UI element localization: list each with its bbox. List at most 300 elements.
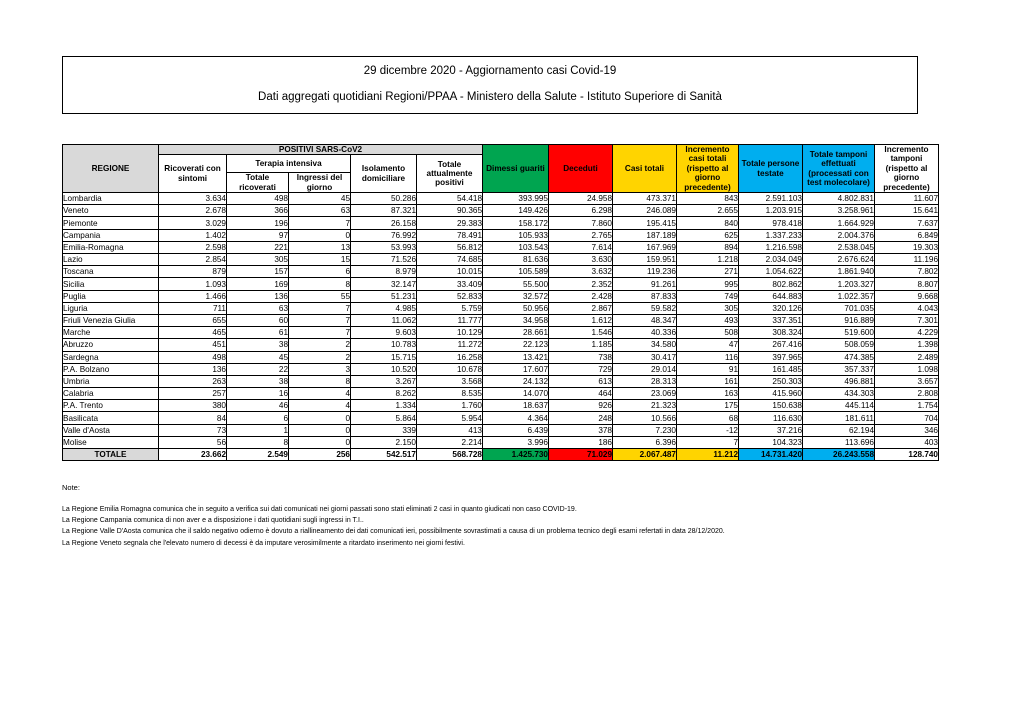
cell-isolamento: 2.150 — [351, 436, 417, 448]
cell-incremento-tamponi: 1.398 — [875, 339, 939, 351]
cell-incremento-casi: 271 — [677, 266, 739, 278]
report-subtitle: Dati aggregati quotidiani Regioni/PPAA - Ministero della Salute - Istituto Superiore di Sanità — [258, 91, 722, 103]
cell-persone-testate: 978.418 — [739, 217, 803, 229]
cell-totale-ricoverati: 97 — [227, 229, 289, 241]
cell-casi-totali: 187.189 — [613, 229, 677, 241]
table-row — [63, 351, 939, 363]
region-name: Emilia-Romagna — [63, 241, 159, 253]
cell-tamponi: 496.881 — [803, 375, 875, 387]
cell-dimessi: 81.636 — [483, 254, 549, 266]
total-label: TOTALE — [63, 449, 159, 461]
cell-casi-totali: 40.336 — [613, 327, 677, 339]
cell-casi-totali: 6.396 — [613, 436, 677, 448]
region-name: P.A. Trento — [63, 400, 159, 412]
cell-dimessi: 24.132 — [483, 375, 549, 387]
cell-deceduti: 2.867 — [549, 302, 613, 314]
cell-ingressi-giorno: 7 — [289, 327, 351, 339]
report-title: 29 dicembre 2020 - Aggiornamento casi Covid-19 — [363, 65, 617, 77]
cell-isolamento: 8.979 — [351, 266, 417, 278]
cell-dimessi: 6.439 — [483, 424, 549, 436]
cell-tamponi: 2.004.376 — [803, 229, 875, 241]
cell-dimessi: 103.543 — [483, 241, 549, 253]
table-row — [63, 339, 939, 351]
note-line: La Regione Emilia Romagna comunica che in seguito a verifica sui dati comunicati nei giorni passati sono stati eliminati 2 casi in quanto giudicati non caso COVID-19. — [62, 506, 577, 513]
cell-incremento-casi: 625 — [677, 229, 739, 241]
cell-isolamento: 26.158 — [351, 217, 417, 229]
cell-ricoverati-sintomi: 3.029 — [159, 217, 227, 229]
cell-deceduti: 926 — [549, 400, 613, 412]
cell-deceduti: 378 — [549, 424, 613, 436]
region-name: Friuli Venezia Giulia — [63, 314, 159, 326]
header-terapia-intensiva: Terapia intensiva — [227, 155, 351, 173]
cell-totale-positivi: 52.833 — [417, 290, 483, 302]
cell-deceduti: 464 — [549, 388, 613, 400]
cell-ricoverati-sintomi: 263 — [159, 375, 227, 387]
cell-incremento-casi: 508 — [677, 327, 739, 339]
cell-ricoverati-sintomi: 498 — [159, 351, 227, 363]
cell-isolamento: 87.321 — [351, 205, 417, 217]
note-line: La Regione Valle D'Aosta comunica che il saldo negativo odierno è dovuto a riallineamento dei dati comunicati ieri, possibilmente sovrastimati a causa di un problema tecnico degli esami refertati in data 28/12/2020. — [62, 528, 725, 536]
cell-incremento-tamponi: 9.668 — [875, 290, 939, 302]
cell-ingressi-giorno: 6 — [289, 266, 351, 278]
region-name: Lazio — [63, 254, 159, 266]
cell-totale-ricoverati: 38 — [227, 339, 289, 351]
cell-ingressi-giorno: 0 — [289, 424, 351, 436]
cell-ricoverati-sintomi: 2.678 — [159, 205, 227, 217]
cell-totale-ricoverati: 221 — [227, 241, 289, 253]
cell-casi-totali: 59.582 — [613, 302, 677, 314]
table-row — [63, 193, 939, 205]
cell-totale-ricoverati: 38 — [227, 375, 289, 387]
cell-totale-positivi: 54.418 — [417, 193, 483, 205]
cell-ricoverati-sintomi: 380 — [159, 400, 227, 412]
cell-incremento-casi: 305 — [677, 302, 739, 314]
region-name: Valle d'Aosta — [63, 424, 159, 436]
region-name: Basilicata — [63, 412, 159, 424]
notes-section — [62, 482, 725, 549]
cell-ricoverati-sintomi: 84 — [159, 412, 227, 424]
cell-incremento-tamponi: 346 — [875, 424, 939, 436]
cell-deceduti: 7.860 — [549, 217, 613, 229]
cell-totale-positivi: 1.760 — [417, 400, 483, 412]
cell-tamponi: 519.600 — [803, 327, 875, 339]
cell-totale-positivi: 5.759 — [417, 302, 483, 314]
note-line: La Regione Veneto segnala che l'elevato numero di decessi è da imputare verosimilmente a ritardato inserimento nei giorni festivi. — [62, 539, 465, 547]
total-persone-testate: 14.731.420 — [739, 449, 803, 461]
cell-persone-testate: 415.960 — [739, 388, 803, 400]
cell-persone-testate: 337.351 — [739, 314, 803, 326]
cell-tamponi: 1.861.940 — [803, 266, 875, 278]
cell-incremento-casi: 749 — [677, 290, 739, 302]
region-name: Toscana — [63, 266, 159, 278]
cell-totale-ricoverati: 169 — [227, 278, 289, 290]
total-casi-totali: 2.067.487 — [613, 449, 677, 461]
header-positivi-group: POSITIVI SARS-CoV2 — [159, 145, 483, 155]
table-row — [63, 436, 939, 448]
cell-persone-testate: 37.216 — [739, 424, 803, 436]
cell-isolamento: 32.147 — [351, 278, 417, 290]
header-totale-positivi: Totale attualmente positivi — [417, 155, 483, 193]
cell-dimessi: 3.996 — [483, 436, 549, 448]
table-row — [63, 375, 939, 387]
cell-incremento-casi: 175 — [677, 400, 739, 412]
cell-casi-totali: 159.951 — [613, 254, 677, 266]
cell-totale-positivi: 56.812 — [417, 241, 483, 253]
cell-persone-testate: 267.416 — [739, 339, 803, 351]
cell-isolamento: 71.526 — [351, 254, 417, 266]
cell-isolamento: 10.520 — [351, 363, 417, 375]
region-name: Molise — [63, 436, 159, 448]
cell-ingressi-giorno: 0 — [289, 436, 351, 448]
cell-ricoverati-sintomi: 56 — [159, 436, 227, 448]
cell-ricoverati-sintomi: 711 — [159, 302, 227, 314]
cell-casi-totali: 48.347 — [613, 314, 677, 326]
cell-isolamento: 50.286 — [351, 193, 417, 205]
cell-isolamento: 9.603 — [351, 327, 417, 339]
region-name: Lombardia — [63, 193, 159, 205]
cell-isolamento: 76.992 — [351, 229, 417, 241]
cell-incremento-casi: 68 — [677, 412, 739, 424]
cell-totale-positivi: 10.015 — [417, 266, 483, 278]
cell-incremento-casi: 47 — [677, 339, 739, 351]
cell-ricoverati-sintomi: 1.093 — [159, 278, 227, 290]
cell-isolamento: 15.715 — [351, 351, 417, 363]
cell-ricoverati-sintomi: 73 — [159, 424, 227, 436]
notes-title: Note: — [62, 483, 80, 492]
cell-tamponi: 434.303 — [803, 388, 875, 400]
cell-persone-testate: 1.337.233 — [739, 229, 803, 241]
cell-casi-totali: 30.417 — [613, 351, 677, 363]
table-row — [63, 290, 939, 302]
total-incremento-tamponi: 128.740 — [875, 449, 939, 461]
cell-deceduti: 6.298 — [549, 205, 613, 217]
cell-ingressi-giorno: 7 — [289, 314, 351, 326]
header-persone-testate: Totale persone testate — [739, 145, 803, 193]
cell-dimessi: 4.364 — [483, 412, 549, 424]
cell-persone-testate: 104.323 — [739, 436, 803, 448]
cell-isolamento: 5.864 — [351, 412, 417, 424]
cell-totale-ricoverati: 136 — [227, 290, 289, 302]
cell-persone-testate: 308.324 — [739, 327, 803, 339]
cell-dimessi: 105.589 — [483, 266, 549, 278]
region-name: P.A. Bolzano — [63, 363, 159, 375]
header-ingressi-giorno: Ingressi del giorno — [289, 173, 351, 193]
cell-totale-positivi: 78.491 — [417, 229, 483, 241]
cell-incremento-tamponi: 3.657 — [875, 375, 939, 387]
cell-casi-totali: 473.371 — [613, 193, 677, 205]
cell-totale-ricoverati: 45 — [227, 351, 289, 363]
cell-totale-positivi: 8.535 — [417, 388, 483, 400]
total-totale-positivi: 568.728 — [417, 449, 483, 461]
cell-persone-testate: 802.862 — [739, 278, 803, 290]
cell-ricoverati-sintomi: 257 — [159, 388, 227, 400]
cell-tamponi: 508.059 — [803, 339, 875, 351]
cell-dimessi: 393.995 — [483, 193, 549, 205]
region-name: Marche — [63, 327, 159, 339]
cell-totale-ricoverati: 498 — [227, 193, 289, 205]
cell-tamponi: 445.114 — [803, 400, 875, 412]
region-name: Piemonte — [63, 217, 159, 229]
cell-tamponi: 1.022.357 — [803, 290, 875, 302]
cell-persone-testate: 161.485 — [739, 363, 803, 375]
cell-incremento-tamponi: 15.641 — [875, 205, 939, 217]
cell-incremento-casi: 1.218 — [677, 254, 739, 266]
cell-isolamento: 11.062 — [351, 314, 417, 326]
cell-totale-ricoverati: 16 — [227, 388, 289, 400]
cell-ingressi-giorno: 55 — [289, 290, 351, 302]
cell-deceduti: 248 — [549, 412, 613, 424]
cell-deceduti: 1.612 — [549, 314, 613, 326]
cell-casi-totali: 246.089 — [613, 205, 677, 217]
cell-incremento-casi: 7 — [677, 436, 739, 448]
cell-deceduti: 729 — [549, 363, 613, 375]
cell-ingressi-giorno: 8 — [289, 278, 351, 290]
cell-dimessi: 14.070 — [483, 388, 549, 400]
cell-isolamento: 4.985 — [351, 302, 417, 314]
cell-incremento-tamponi: 7.301 — [875, 314, 939, 326]
cell-totale-positivi: 2.214 — [417, 436, 483, 448]
cell-ingressi-giorno: 0 — [289, 229, 351, 241]
total-tamponi: 26.243.558 — [803, 449, 875, 461]
cell-ingressi-giorno: 2 — [289, 339, 351, 351]
cell-totale-ricoverati: 22 — [227, 363, 289, 375]
region-name: Sicilia — [63, 278, 159, 290]
table-row — [63, 424, 939, 436]
cell-dimessi: 17.607 — [483, 363, 549, 375]
table-row — [63, 217, 939, 229]
total-deceduti: 71.029 — [549, 449, 613, 461]
cell-ingressi-giorno: 63 — [289, 205, 351, 217]
cell-persone-testate: 397.965 — [739, 351, 803, 363]
table-row — [63, 278, 939, 290]
cell-ingressi-giorno: 45 — [289, 193, 351, 205]
cell-incremento-casi: 894 — [677, 241, 739, 253]
cell-incremento-tamponi: 1.098 — [875, 363, 939, 375]
covid-data-table — [62, 144, 939, 461]
cell-ingressi-giorno: 0 — [289, 412, 351, 424]
cell-dimessi: 55.500 — [483, 278, 549, 290]
cell-totale-ricoverati: 8 — [227, 436, 289, 448]
cell-ricoverati-sintomi: 136 — [159, 363, 227, 375]
total-dimessi: 1.425.730 — [483, 449, 549, 461]
cell-incremento-casi: 493 — [677, 314, 739, 326]
total-totale-ricoverati: 2.549 — [227, 449, 289, 461]
cell-ingressi-giorno: 2 — [289, 351, 351, 363]
cell-dimessi: 28.661 — [483, 327, 549, 339]
cell-tamponi: 916.889 — [803, 314, 875, 326]
cell-totale-ricoverati: 60 — [227, 314, 289, 326]
cell-isolamento: 53.993 — [351, 241, 417, 253]
cell-deceduti: 1.185 — [549, 339, 613, 351]
cell-incremento-tamponi: 19.303 — [875, 241, 939, 253]
header-incremento-casi: Incremento casi totali (rispetto al giorno precedente) — [677, 145, 739, 193]
cell-tamponi: 2.676.624 — [803, 254, 875, 266]
cell-ingressi-giorno: 3 — [289, 363, 351, 375]
cell-casi-totali: 195.415 — [613, 217, 677, 229]
cell-tamponi: 1.664.929 — [803, 217, 875, 229]
cell-casi-totali: 23.069 — [613, 388, 677, 400]
region-name: Liguria — [63, 302, 159, 314]
cell-persone-testate: 250.303 — [739, 375, 803, 387]
cell-totale-ricoverati: 63 — [227, 302, 289, 314]
header-regione: REGIONE — [63, 145, 159, 193]
cell-casi-totali: 10.566 — [613, 412, 677, 424]
cell-ricoverati-sintomi: 1.466 — [159, 290, 227, 302]
cell-casi-totali: 29.014 — [613, 363, 677, 375]
cell-tamponi: 357.337 — [803, 363, 875, 375]
table-row — [63, 412, 939, 424]
cell-incremento-casi: 2.655 — [677, 205, 739, 217]
cell-deceduti: 7.614 — [549, 241, 613, 253]
cell-totale-ricoverati: 157 — [227, 266, 289, 278]
cell-incremento-tamponi: 4.043 — [875, 302, 939, 314]
region-name: Veneto — [63, 205, 159, 217]
cell-incremento-casi: 840 — [677, 217, 739, 229]
cell-dimessi: 50.956 — [483, 302, 549, 314]
cell-ingressi-giorno: 8 — [289, 375, 351, 387]
cell-totale-positivi: 413 — [417, 424, 483, 436]
region-name: Umbria — [63, 375, 159, 387]
cell-incremento-tamponi: 7.637 — [875, 217, 939, 229]
cell-incremento-tamponi: 11.607 — [875, 193, 939, 205]
title-box — [62, 56, 918, 114]
cell-incremento-tamponi: 8.807 — [875, 278, 939, 290]
cell-persone-testate: 1.054.622 — [739, 266, 803, 278]
cell-totale-ricoverati: 46 — [227, 400, 289, 412]
cell-casi-totali: 87.833 — [613, 290, 677, 302]
cell-incremento-tamponi: 704 — [875, 412, 939, 424]
cell-incremento-tamponi: 2.808 — [875, 388, 939, 400]
cell-incremento-casi: 163 — [677, 388, 739, 400]
cell-isolamento: 10.783 — [351, 339, 417, 351]
cell-persone-testate: 116.630 — [739, 412, 803, 424]
cell-casi-totali: 167.969 — [613, 241, 677, 253]
cell-dimessi: 34.958 — [483, 314, 549, 326]
table-row — [63, 327, 939, 339]
header-dimessi: Dimessi guariti — [483, 145, 549, 193]
cell-isolamento: 3.267 — [351, 375, 417, 387]
cell-incremento-casi: 161 — [677, 375, 739, 387]
table-row — [63, 241, 939, 253]
table-row — [63, 302, 939, 314]
cell-totale-positivi: 16.258 — [417, 351, 483, 363]
cell-isolamento: 8.262 — [351, 388, 417, 400]
table-total-row — [63, 449, 939, 461]
cell-isolamento: 1.334 — [351, 400, 417, 412]
total-incremento-casi: 11.212 — [677, 449, 739, 461]
table-row — [63, 400, 939, 412]
cell-incremento-tamponi: 4.229 — [875, 327, 939, 339]
cell-totale-ricoverati: 196 — [227, 217, 289, 229]
cell-casi-totali: 28.313 — [613, 375, 677, 387]
header-deceduti: Deceduti — [549, 145, 613, 193]
table-row — [63, 388, 939, 400]
table-row — [63, 254, 939, 266]
cell-totale-positivi: 74.685 — [417, 254, 483, 266]
table-row — [63, 205, 939, 217]
cell-casi-totali: 34.580 — [613, 339, 677, 351]
cell-isolamento: 339 — [351, 424, 417, 436]
cell-totale-positivi: 11.777 — [417, 314, 483, 326]
total-ingressi-giorno: 256 — [289, 449, 351, 461]
cell-tamponi: 474.385 — [803, 351, 875, 363]
table-row — [63, 229, 939, 241]
header-isolamento: Isolamento domiciliare — [351, 155, 417, 193]
cell-totale-positivi: 33.409 — [417, 278, 483, 290]
cell-totale-positivi: 29.383 — [417, 217, 483, 229]
cell-tamponi: 3.258.961 — [803, 205, 875, 217]
cell-casi-totali: 7.230 — [613, 424, 677, 436]
cell-ricoverati-sintomi: 465 — [159, 327, 227, 339]
cell-persone-testate: 1.216.598 — [739, 241, 803, 253]
total-isolamento: 542.517 — [351, 449, 417, 461]
cell-incremento-tamponi: 403 — [875, 436, 939, 448]
total-ricoverati-sintomi: 23.662 — [159, 449, 227, 461]
cell-totale-ricoverati: 1 — [227, 424, 289, 436]
region-name: Puglia — [63, 290, 159, 302]
header-incremento-tamponi: Incremento tamponi (rispetto al giorno precedente) — [875, 145, 939, 193]
cell-incremento-tamponi: 6.849 — [875, 229, 939, 241]
cell-persone-testate: 2.034.049 — [739, 254, 803, 266]
cell-totale-ricoverati: 6 — [227, 412, 289, 424]
cell-ingressi-giorno: 13 — [289, 241, 351, 253]
cell-tamponi: 1.203.327 — [803, 278, 875, 290]
cell-ingressi-giorno: 4 — [289, 388, 351, 400]
cell-totale-positivi: 5.954 — [417, 412, 483, 424]
cell-dimessi: 32.572 — [483, 290, 549, 302]
cell-dimessi: 18.637 — [483, 400, 549, 412]
cell-deceduti: 24.958 — [549, 193, 613, 205]
table-row — [63, 363, 939, 375]
cell-ricoverati-sintomi: 3.634 — [159, 193, 227, 205]
cell-ricoverati-sintomi: 655 — [159, 314, 227, 326]
cell-deceduti: 2.765 — [549, 229, 613, 241]
cell-deceduti: 613 — [549, 375, 613, 387]
cell-dimessi: 105.933 — [483, 229, 549, 241]
cell-ricoverati-sintomi: 451 — [159, 339, 227, 351]
cell-tamponi: 62.194 — [803, 424, 875, 436]
cell-ricoverati-sintomi: 2.598 — [159, 241, 227, 253]
region-name: Calabria — [63, 388, 159, 400]
cell-incremento-casi: 91 — [677, 363, 739, 375]
cell-totale-positivi: 3.568 — [417, 375, 483, 387]
cell-deceduti: 2.352 — [549, 278, 613, 290]
cell-deceduti: 1.546 — [549, 327, 613, 339]
cell-ingressi-giorno: 7 — [289, 217, 351, 229]
cell-casi-totali: 21.323 — [613, 400, 677, 412]
cell-tamponi: 701.035 — [803, 302, 875, 314]
region-name: Abruzzo — [63, 339, 159, 351]
cell-ricoverati-sintomi: 2.854 — [159, 254, 227, 266]
cell-persone-testate: 320.126 — [739, 302, 803, 314]
cell-casi-totali: 91.261 — [613, 278, 677, 290]
cell-dimessi: 22.123 — [483, 339, 549, 351]
cell-ricoverati-sintomi: 879 — [159, 266, 227, 278]
cell-ingressi-giorno: 7 — [289, 302, 351, 314]
cell-dimessi: 13.421 — [483, 351, 549, 363]
cell-persone-testate: 1.203.915 — [739, 205, 803, 217]
table-row — [63, 314, 939, 326]
cell-deceduti: 738 — [549, 351, 613, 363]
cell-incremento-tamponi: 2.489 — [875, 351, 939, 363]
cell-persone-testate: 150.638 — [739, 400, 803, 412]
cell-incremento-tamponi: 11.196 — [875, 254, 939, 266]
region-name: Campania — [63, 229, 159, 241]
cell-dimessi: 149.426 — [483, 205, 549, 217]
cell-totale-ricoverati: 366 — [227, 205, 289, 217]
cell-totale-ricoverati: 61 — [227, 327, 289, 339]
header-casi-totali: Casi totali — [613, 145, 677, 193]
